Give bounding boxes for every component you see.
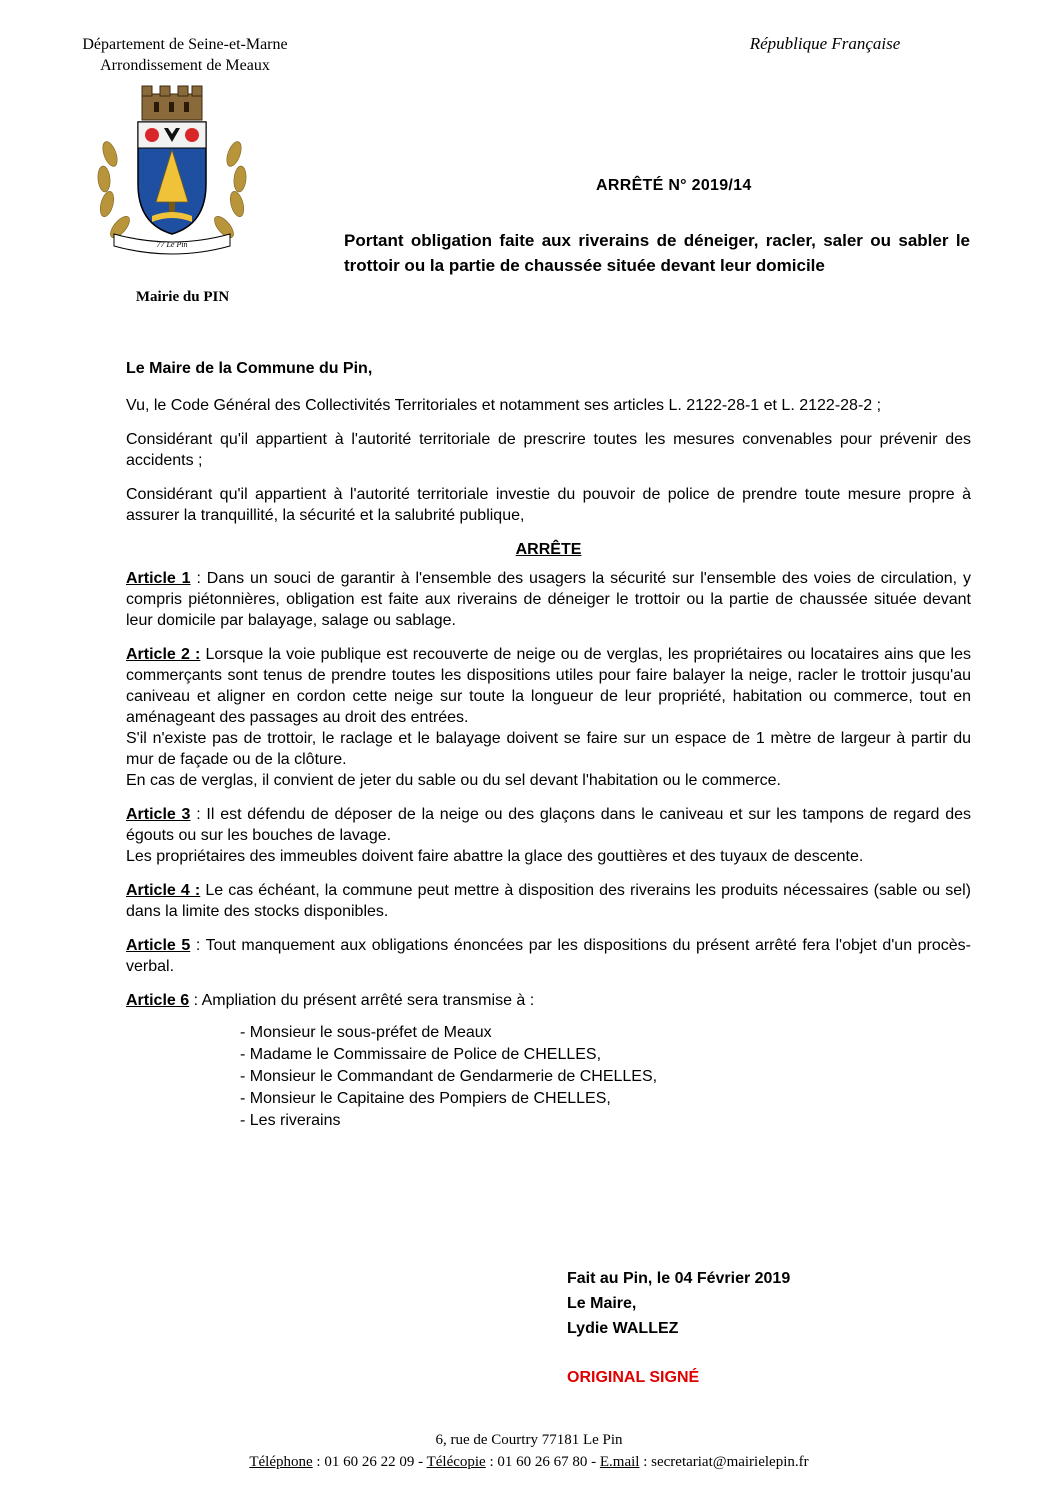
email-value: : secretariat@mairielepin.fr [639,1454,809,1470]
header-administration [40,34,330,76]
fax-value: : 01 60 26 67 80 - [485,1454,600,1470]
list-item: - Monsieur le Commandant de Gendarmerie de CHELLES, [240,1068,658,1085]
republic-label: République Française [749,34,901,53]
coat-of-arms-icon [92,84,252,260]
article-6-text: : Ampliation du présent arrêté sera transmise à : [189,992,535,1009]
mairie-label: Mairie du PIN [135,289,230,305]
article-5 [126,935,971,977]
article-3 [126,804,971,867]
article-1-text: : Dans un souci de garantir à l'ensemble des usagers la sécurité sur l'ensemble des voies de circulation, y compris piétonnières, obligation est faite aux riverains de déneiger le trottoir ou la partie de chaussée située devant leur domicile par balayage, salage ou sablage. [126,570,971,629]
considerant-paragraph-1: Considérant qu'il appartient à l'autorité territoriale de prescrire toutes les mesures convenables pour prévenir des accidents ; [126,431,971,469]
article-2-label: Article 2 : [126,646,201,663]
place-date: Fait au Pin, le 04 Février 2019 [567,1270,791,1287]
arrete-heading: ARRÊTE [515,541,582,558]
article-2 [126,644,971,791]
article-5-text: : Tout manquement aux obligations énoncées par les dispositions du présent arrêté fera l'objet d'un procès-verbal. [126,937,972,975]
arrete-number: ARRÊTÉ N° 2019/14 [596,177,752,194]
crest-motto: 77 Le Pin [156,240,188,249]
list-item: - Madame le Commissaire de Police de CHELLES, [240,1046,602,1063]
article-2-text-2: S'il n'existe pas de trottoir, le raclage et le balayage doivent se faire sur un espace de 1 mètre de largeur à partir du mur de façade ou de la clôture. [126,730,971,768]
email-label: E.mail [599,1454,640,1470]
department-label: Département de Seine-et-Marne [82,36,288,53]
article-4-label: Article 4 : [126,882,201,899]
article-2-text-3: En cas de verglas, il convient de jeter du sable ou du sel devant l'habitation ou le commerce. [126,772,781,789]
signatory-name: Lydie WALLEZ [567,1320,679,1337]
arrondissement-label: Arrondissement de Meaux [100,57,270,74]
article-3-text-2: Les propriétaires des immeubles doivent faire abattre la glace des gouttières et des tuyaux de descente. [126,848,864,865]
article-1 [126,568,971,631]
article-3-label: Article 3 [126,806,191,823]
intro-line: Le Maire de la Commune du Pin, [126,360,373,377]
vu-paragraph: Vu, le Code Général des Collectivités Territoriales et notamment ses articles L. 2122-28-1 et L. 2122-28-2 ; [126,397,882,414]
article-6 [126,990,971,1011]
considerant-paragraph-2: Considérant qu'il appartient à l'autorité territoriale investie du pouvoir de police de prendre toute mesure propre à assurer la tranquillité, la sécurité et la salubrité publique, [126,486,971,524]
signature-block [567,1266,790,1390]
signatory-role: Le Maire, [567,1295,637,1312]
recipient-list [240,1022,971,1132]
phone-label: Téléphone [249,1454,313,1470]
article-4-text: Le cas échéant, la commune peut mettre à disposition des riverains les produits nécessaires (sable ou sel) dans la limite des stocks disponibles. [126,882,972,920]
article-4 [126,880,971,922]
footer-address: 6, rue de Courtry 77181 Le Pin [435,1432,623,1448]
article-3-text: : Il est défendu de déposer de la neige ou des glaçons dans le caniveau et sur les tampons de regard des égouts ou sur les bouches de lavage. [126,806,972,844]
footer [0,1429,1058,1473]
original-signed-stamp: ORIGINAL SIGNÉ [567,1369,700,1386]
article-5-label: Article 5 [126,937,191,954]
phone-value: : 01 60 26 22 09 - [312,1454,427,1470]
arrete-subtitle: Portant obligation faite aux riverains de déneiger, racler, saler ou sabler le trottoir ou la partie de chaussée située devant leur domicile [344,231,970,275]
article-6-label: Article 6 [126,992,190,1009]
footer-contact [0,1451,1058,1473]
list-item: - Monsieur le sous-préfet de Meaux [240,1024,492,1041]
fax-label: Télécopie [426,1454,486,1470]
article-2-text: Lorsque la voie publique est recouverte de neige ou de verglas, les propriétaires ou locataires ains que les commerçants sont tenus de prendre toutes les dispositions utiles pour faire balayer la neige, racler le trottoir jusqu'au caniveau et aligner en cordon cette neige sur toute la longueur de leur propriété, habitation ou commerce, tout en aménageant des passages au droit des entrées. [126,646,971,726]
list-item: - Les riverains [240,1112,341,1129]
document-body [126,358,971,1132]
article-1-label: Article 1 [126,570,191,587]
list-item: - Monsieur le Capitaine des Pompiers de CHELLES, [240,1090,611,1107]
